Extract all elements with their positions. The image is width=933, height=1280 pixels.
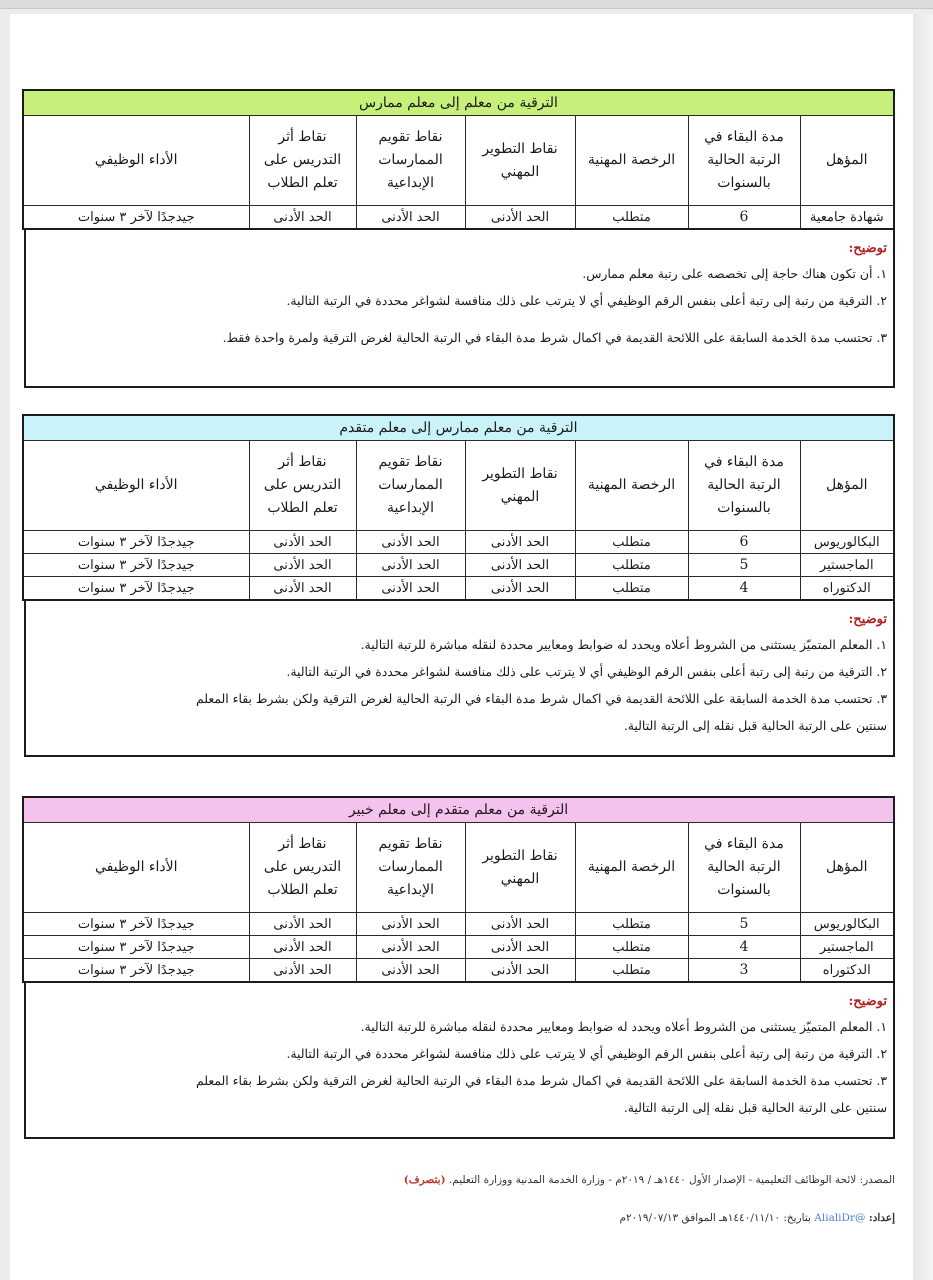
cell-practices: الحد الأدنى [356, 531, 465, 554]
note-line: ٣. تحتسب مدة الخدمة السابقة على اللائحة القديمة في اكمال شرط مدة البقاء في الرتبة الحالية لغرض الترقية ولكن بشرط بقاء المعلم [196, 691, 887, 706]
promotion-section-practitioner [24, 89, 895, 388]
note-line: ٢. الترقية من رتبة إلى رتبة أعلى بنفس الرقم الوظيفي أي لا يترتب على ذلك منافسة لشواغر محددة في الرتبة التالية. [286, 664, 887, 679]
header-qualification: المؤهل [800, 441, 894, 531]
cell-qualification: الماجستير [800, 936, 894, 959]
notes-box [24, 983, 895, 1139]
cell-development: الحد الأدنى [465, 936, 575, 959]
header-development: نقاط التطوير المهني [465, 441, 575, 531]
table-row [23, 554, 894, 577]
header-license: الرخصة المهنية [575, 441, 688, 531]
section-title: الترقية من معلم ممارس إلى معلم متقدم [23, 415, 894, 441]
table-row [23, 531, 894, 554]
cell-development: الحد الأدنى [465, 554, 575, 577]
header-duration: مدة البقاء في الرتبة الحالية بالسنوات [688, 441, 800, 531]
cell-impact: الحد الأدنى [249, 206, 356, 230]
prepared-label: إعداد: [868, 1212, 895, 1224]
cell-license: متطلب [575, 531, 688, 554]
header-performance: الأداء الوظيفي [23, 441, 249, 531]
cell-development: الحد الأدنى [465, 959, 575, 983]
notes-heading: توضيح: [848, 612, 887, 627]
notes-box [24, 601, 895, 757]
header-practices: نقاط تقويم الممارسات الإبداعية [356, 116, 465, 206]
cell-license: متطلب [575, 554, 688, 577]
prepared-by [24, 1212, 895, 1224]
cell-impact: الحد الأدنى [249, 577, 356, 601]
promotion-table [22, 89, 895, 230]
cell-performance: جيدجدًا لآخر ٣ سنوات [23, 936, 249, 959]
cell-practices: الحد الأدنى [356, 959, 465, 983]
table-row [23, 577, 894, 601]
note-line: ١. أن تكون هناك حاجة إلى تخصصه على رتبة معلم ممارس. [582, 266, 887, 281]
cell-impact: الحد الأدنى [249, 554, 356, 577]
cell-license: متطلب [575, 206, 688, 230]
table-row [23, 936, 894, 959]
cell-performance: جيدجدًا لآخر ٣ سنوات [23, 531, 249, 554]
cell-qualification: شهادة جامعية [800, 206, 894, 230]
source-note: (بتصرف) [403, 1174, 446, 1186]
notes-heading: توضيح: [848, 241, 887, 256]
note-line: ٢. الترقية من رتبة إلى رتبة أعلى بنفس الرقم الوظيفي أي لا يترتب على ذلك منافسة لشواغر محددة في الرتبة التالية. [286, 293, 887, 308]
header-duration: مدة البقاء في الرتبة الحالية بالسنوات [688, 823, 800, 913]
cell-license: متطلب [575, 913, 688, 936]
cell-development: الحد الأدنى [465, 531, 575, 554]
cell-qualification: البكالوريوس [800, 913, 894, 936]
header-impact: نقاط أثر التدريس على تعلم الطلاب [249, 823, 356, 913]
cell-practices: الحد الأدنى [356, 936, 465, 959]
note-line: ٣. تحتسب مدة الخدمة السابقة على اللائحة القديمة في اكمال شرط مدة البقاء في الرتبة الحالية لغرض الترقية ولكن بشرط بقاء المعلم [196, 1073, 887, 1088]
section-title: الترقية من معلم إلى معلم ممارس [23, 90, 894, 116]
cell-impact: الحد الأدنى [249, 936, 356, 959]
cell-years: 6 [688, 531, 800, 554]
header-license: الرخصة المهنية [575, 823, 688, 913]
note-line: سنتين على الرتبة الحالية قبل نقله إلى الرتبة التالية. [623, 1100, 887, 1115]
cell-years: 6 [688, 206, 800, 230]
cell-development: الحد الأدنى [465, 206, 575, 230]
cell-qualification: الدكتوراه [800, 577, 894, 601]
promotion-table [22, 414, 895, 601]
author-handle[interactable]: @AlialiDr [814, 1212, 866, 1224]
table-row [23, 206, 894, 230]
note-line: ٢. الترقية من رتبة إلى رتبة أعلى بنفس الرقم الوظيفي أي لا يترتب على ذلك منافسة لشواغر محددة في الرتبة التالية. [286, 1046, 887, 1061]
cell-practices: الحد الأدنى [356, 206, 465, 230]
cell-years: 5 [688, 554, 800, 577]
cell-performance: جيدجدًا لآخر ٣ سنوات [23, 913, 249, 936]
cell-development: الحد الأدنى [465, 577, 575, 601]
cell-development: الحد الأدنى [465, 913, 575, 936]
promotion-section-expert [24, 796, 895, 1139]
table-row [23, 913, 894, 936]
cell-license: متطلب [575, 959, 688, 983]
header-qualification: المؤهل [800, 116, 894, 206]
cell-years: 4 [688, 577, 800, 601]
cell-years: 3 [688, 959, 800, 983]
header-practices: نقاط تقويم الممارسات الإبداعية [356, 441, 465, 531]
cell-years: 5 [688, 913, 800, 936]
source-citation [24, 1174, 895, 1186]
source-text: المصدر: لائحة الوظائف التعليمية - الإصدار الأول ١٤٤٠هـ / ٢٠١٩م - وزارة الخدمة المدنية ووزارة التعليم. [448, 1174, 895, 1186]
header-performance: الأداء الوظيفي [23, 116, 249, 206]
note-line: ١. المعلم المتميّز يستثنى من الشروط أعلاه ويحدد له ضوابط ومعايير محددة لنقله مباشرة للرتبة التالية. [360, 1019, 887, 1034]
cell-performance: جيدجدًا لآخر ٣ سنوات [23, 554, 249, 577]
table-row [23, 959, 894, 983]
cell-performance: جيدجدًا لآخر ٣ سنوات [23, 959, 249, 983]
cell-practices: الحد الأدنى [356, 554, 465, 577]
prepared-date: بتاريخ: ١٤٤٠/١١/١٠هـ الموافق ٢٠١٩/٠٧/١٣م [619, 1212, 811, 1224]
notes-box [24, 230, 895, 388]
note-line: ١. المعلم المتميّز يستثنى من الشروط أعلاه ويحدد له ضوابط ومعايير محددة لنقله مباشرة للرتبة التالية. [360, 637, 887, 652]
cell-impact: الحد الأدنى [249, 531, 356, 554]
header-impact: نقاط أثر التدريس على تعلم الطلاب [249, 116, 356, 206]
promotion-table [22, 796, 895, 983]
header-development: نقاط التطوير المهني [465, 823, 575, 913]
header-qualification: المؤهل [800, 823, 894, 913]
section-title: الترقية من معلم متقدم إلى معلم خبير [23, 797, 894, 823]
header-performance: الأداء الوظيفي [23, 823, 249, 913]
cell-years: 4 [688, 936, 800, 959]
cell-license: متطلب [575, 936, 688, 959]
top-bar [0, 0, 933, 9]
notes-heading: توضيح: [848, 994, 887, 1009]
header-license: الرخصة المهنية [575, 116, 688, 206]
note-line: سنتين على الرتبة الحالية قبل نقله إلى الرتبة التالية. [623, 718, 887, 733]
cell-impact: الحد الأدنى [249, 959, 356, 983]
cell-practices: الحد الأدنى [356, 577, 465, 601]
cell-practices: الحد الأدنى [356, 913, 465, 936]
promotion-section-advanced [24, 414, 895, 757]
cell-performance: جيدجدًا لآخر ٣ سنوات [23, 206, 249, 230]
header-practices: نقاط تقويم الممارسات الإبداعية [356, 823, 465, 913]
header-duration: مدة البقاء في الرتبة الحالية بالسنوات [688, 116, 800, 206]
cell-qualification: الماجستير [800, 554, 894, 577]
header-development: نقاط التطوير المهني [465, 116, 575, 206]
header-impact: نقاط أثر التدريس على تعلم الطلاب [249, 441, 356, 531]
cell-qualification: البكالوريوس [800, 531, 894, 554]
page-edge-shadow [913, 14, 933, 1280]
cell-impact: الحد الأدنى [249, 913, 356, 936]
note-line: ٣. تحتسب مدة الخدمة السابقة على اللائحة القديمة في اكمال شرط مدة البقاء في الرتبة الحالية لغرض الترقية ولمرة واحدة فقط. [222, 330, 887, 345]
document-page [10, 14, 913, 1280]
cell-qualification: الدكتوراه [800, 959, 894, 983]
cell-license: متطلب [575, 577, 688, 601]
cell-performance: جيدجدًا لآخر ٣ سنوات [23, 577, 249, 601]
